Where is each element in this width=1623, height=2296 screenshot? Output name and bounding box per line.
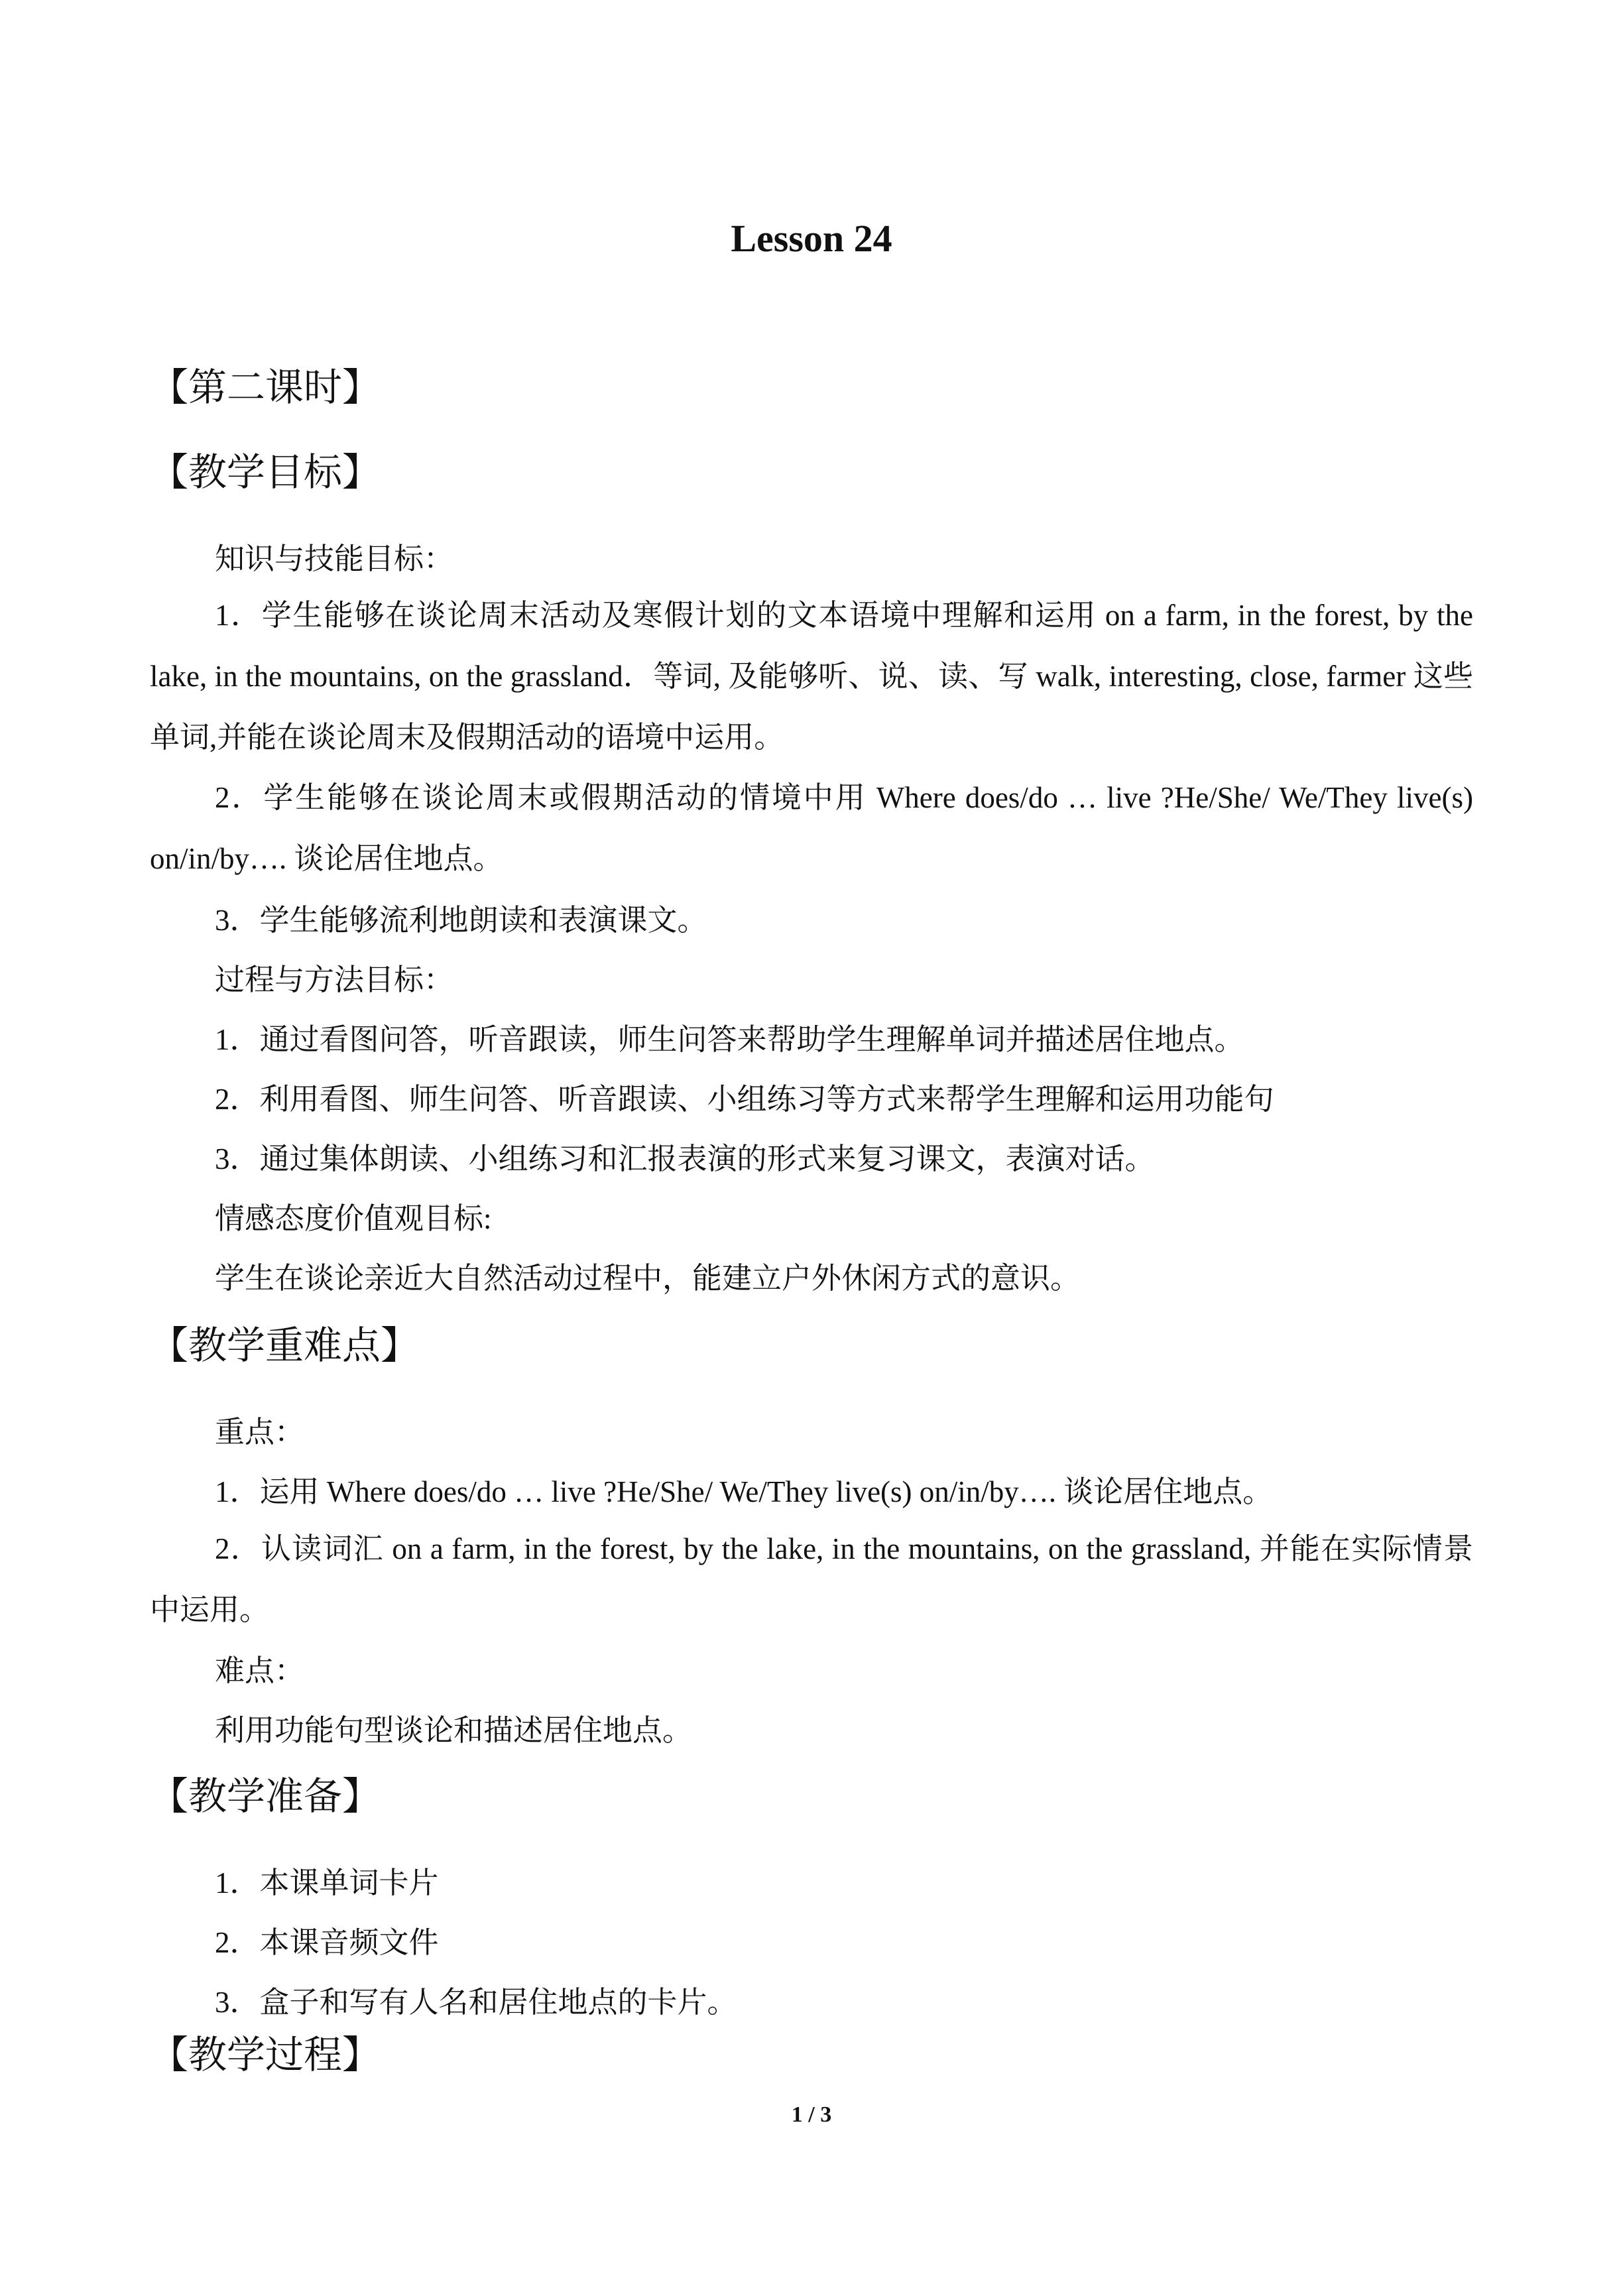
knowledge-objective-1: 1．学生能够在谈论周末活动及寒假计划的文本语境中理解和运用 on a farm, in the forest, by the lake, in the mountains, on the grassland．等词, 及能够听、说、读、写 walk, interesting, close, farmer 这些单词,并能在谈论周末及假期活动的语境中运用。 — [150, 599, 1473, 754]
page-title: Lesson 24 — [731, 217, 892, 260]
difficulty-label: 难点： — [215, 1654, 305, 1687]
key-point-1: 1．运用 Where does/do … live ?He/She/ We/They live(s) on/in/by…. 谈论居住地点。 — [215, 1475, 1273, 1508]
process-objective-2: 2．利用看图、师生问答、听音跟读、小组练习等方式来帮学生理解和运用功能句 — [215, 1083, 1274, 1116]
emotion-attitude-label: 情感态度价值观目标: — [215, 1202, 492, 1235]
preparation-item-1: 1．本课单词卡片 — [215, 1866, 439, 1900]
preparation-item-2: 2．本课音频文件 — [215, 1926, 439, 1959]
difficulty-1: 利用功能句型谈论和描述居住地点。 — [215, 1714, 693, 1747]
process-method-label: 过程与方法目标： — [215, 963, 454, 997]
emotion-objective-1: 学生在谈论亲近大自然活动过程中，能建立户外休闲方式的意识。 — [215, 1262, 1081, 1295]
section-heading-preparation: 【教学准备】 — [150, 1775, 381, 1818]
section-heading-objectives: 【教学目标】 — [150, 451, 381, 494]
page-number: 1 / 3 — [791, 2102, 832, 2127]
knowledge-objective-2: 2．学生能够在谈论周末或假期活动的情境中用 Where does/do … live ?He/She/ We/They live(s) on/in/by…. 谈论居住地点。 — [150, 781, 1473, 875]
section-heading-process: 【教学过程】 — [150, 2033, 381, 2077]
knowledge-objective-3: 3．学生能够流利地朗读和表演课文。 — [215, 904, 707, 937]
key-points-label: 重点： — [215, 1416, 305, 1449]
preparation-item-3: 3．盒子和写有人名和居住地点的卡片。 — [215, 1986, 737, 2019]
key-point-2: 2．认读词汇 on a farm, in the forest, by the lake, in the mountains, on the grassland, 并能在实际情景中运用。 — [150, 1532, 1473, 1626]
process-objective-3: 3．通过集体朗读、小组练习和汇报表演的形式来复习课文，表演对话。 — [215, 1142, 1155, 1176]
process-objective-1: 1．通过看图问答，听音跟读，师生问答来帮助学生理解单词并描述居住地点。 — [215, 1023, 1244, 1056]
knowledge-skills-label: 知识与技能目标： — [215, 542, 454, 575]
section-heading-keypoints: 【教学重难点】 — [150, 1324, 420, 1367]
section-heading-period: 【第二课时】 — [150, 366, 381, 409]
